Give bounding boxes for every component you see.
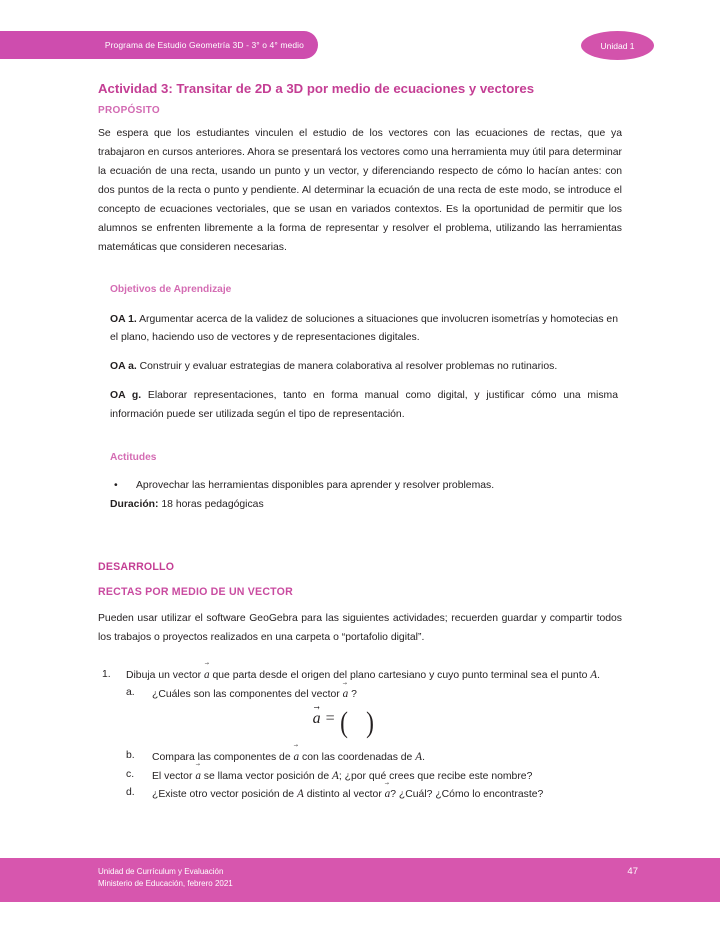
- desarrollo-intro: Pueden usar utilizar el software GeoGebra para las siguientes actividades; recuerden guardar y compartir todos los trabajos o proyectos realizados en una carpeta o “portafolio digital”.: [98, 612, 622, 643]
- rectas-vector-heading: RECTAS POR MEDIO DE UN VECTOR: [98, 585, 293, 598]
- vector-a-symbol: a →: [204, 666, 210, 686]
- proposito-paragraph: Se espera que los estudiantes vinculen el estudio de los vectores con las ecuaciones de rectas, que ya trabajaron en cursos anteriores. Ahora se presentará los vectores como una herramienta muy útil para determinar la ecuación de una recta, usando un punto y un vector, y diferenciando respecto de cómo lo hacían antes: con dos puntos de la recta o punto y pendiente. Al determinar la ecuación de una recta de este modo, se introduce el concepto de ecuaciones vectoriales, que se usan en variados contextos. Es la oportunidad de permitir que los alumnos se enfrenten libremente a la forma de representar y resolver el problema, utilizando las herramientas matemáticas que consideren necesarias.: [98, 128, 622, 253]
- footer-credits: [98, 866, 233, 891]
- actitud-bullet-row: [110, 477, 618, 496]
- duracion-value: 18 horas pedagógicas: [158, 499, 264, 511]
- close-paren-icon: ): [366, 706, 375, 740]
- footer-line-1: Unidad de Currículum y Evaluación: [98, 867, 224, 876]
- exercise-text-part: Dibuja un vector: [126, 669, 204, 681]
- exercise-subitem-a: [126, 685, 622, 704]
- proposito-heading: PROPÓSITO: [98, 105, 160, 117]
- point-a-symbol: A: [332, 769, 339, 782]
- duracion-line: [110, 496, 618, 515]
- exercise-text-part: ; ¿por qué crees que recibe este nombre?: [338, 770, 533, 782]
- exercise-subitem-c: [126, 767, 622, 786]
- exercise-subitem-d-text: [152, 785, 622, 804]
- document-content: [98, 80, 622, 804]
- exercise-text-part: distinto al vector: [303, 789, 385, 801]
- objetivo-text: Construir y evaluar estrategias de manera colaborativa al resolver problemas no rutinarios.: [136, 361, 558, 373]
- desarrollo-heading: DESARROLLO: [98, 560, 175, 573]
- formula-equals-sign: =: [324, 710, 336, 728]
- unit-badge-label: Unidad 1: [600, 40, 635, 51]
- page-number: 47: [627, 866, 638, 877]
- list-marker: 1.: [102, 668, 111, 680]
- exercise-subitem-b-text: [152, 748, 622, 767]
- exercise-text-part: ¿Cuáles son las componentes del vector: [152, 689, 343, 701]
- exercise-text-part: se llama vector posición de: [200, 770, 333, 782]
- exercise-text-part: .: [597, 669, 600, 681]
- exercise-item-1-text: [126, 666, 622, 686]
- objetivos-block: [110, 284, 618, 515]
- exercise-subitem-d: [126, 785, 622, 804]
- header-band: [0, 31, 318, 59]
- exercise-text-part: ? ¿Cuál? ¿Cómo lo encontraste?: [390, 789, 544, 801]
- objetivo-item: [110, 311, 618, 348]
- list-marker: b.: [126, 749, 135, 761]
- list-marker: a.: [126, 687, 135, 699]
- objetivos-heading: Objetivos de Aprendizaje: [110, 283, 232, 295]
- page-title: Actividad 3: Transitar de 2D a 3D por medio de ecuaciones y vectores: [98, 81, 535, 96]
- header-band-label: Programa de Estudio Geometría 3D - 3° o 4° medio: [104, 40, 304, 50]
- unit-badge: [581, 31, 654, 60]
- exercise-text-part: Compara las componentes de: [152, 751, 294, 763]
- actitud-text: Aprovechar las herramientas disponibles para aprender y resolver problemas.: [136, 480, 495, 492]
- objetivo-code: OA 1.: [110, 313, 137, 325]
- vector-a-symbol: a →: [385, 785, 391, 803]
- open-paren-icon: (: [340, 706, 349, 740]
- objetivo-code: OA g.: [110, 389, 142, 401]
- exercise-text-part: que parta desde el origen del plano cartesiano y cuyo punto terminal sea el punto: [209, 669, 591, 681]
- objetivo-text: Elaborar representaciones, tanto en forma manual como digital, y justificar cómo una misma información puede ser utilizada según el tipo de representación.: [110, 389, 618, 420]
- exercise-item-1: [98, 666, 622, 686]
- point-a-symbol: A: [415, 750, 423, 763]
- footer-content: [98, 866, 638, 891]
- objetivo-item: [110, 387, 618, 424]
- duracion-label: Duración:: [110, 499, 159, 511]
- objetivo-text: Argumentar acerca de la validez de soluciones a situaciones que involucren isometrías y homotecias en el plano, haciendo uso de vectores y de representaciones digitales.: [110, 313, 618, 344]
- vector-a-symbol: a →: [294, 748, 300, 766]
- vector-equation: [82, 704, 606, 738]
- objetivo-item: [110, 358, 618, 377]
- point-a-symbol: A: [296, 788, 304, 801]
- list-marker: c.: [126, 768, 135, 780]
- vector-a-symbol: a →: [195, 767, 201, 785]
- point-a-symbol: A: [590, 668, 598, 681]
- exercise-text-part: .: [422, 751, 425, 763]
- list-marker: d.: [126, 787, 135, 799]
- exercise-text-part: con las coordenadas de: [299, 751, 416, 763]
- actitudes-heading: Actitudes: [110, 452, 157, 464]
- exercise-text-part: El vector: [152, 770, 196, 782]
- formula-lhs-vector-a: a →: [313, 710, 321, 728]
- footer-line-2: Ministerio de Educación, febrero 2021: [98, 879, 233, 889]
- exercise-text-part: ?: [348, 689, 357, 701]
- exercise-subitem-a-text: [152, 685, 622, 704]
- objetivo-code: OA a.: [110, 361, 137, 373]
- exercise-text-part: ¿Existe otro vector posición de: [152, 789, 297, 801]
- bullet-icon: •: [114, 480, 118, 492]
- vector-a-symbol: a →: [343, 685, 349, 703]
